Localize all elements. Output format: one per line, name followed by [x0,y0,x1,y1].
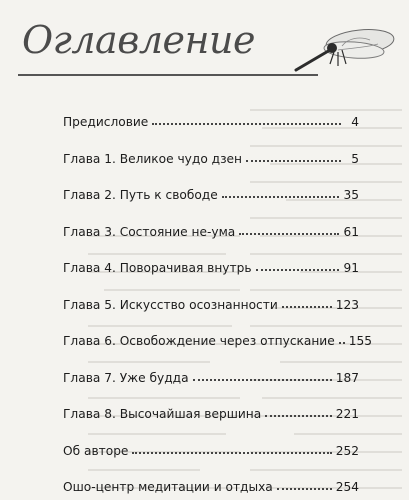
toc-entry-about-author[interactable] [63,445,359,482]
toc-entry-chapter-6[interactable] [63,334,372,372]
dot-leader [246,160,341,162]
toc-entry-page: 252 [335,443,359,458]
dot-leader [132,452,331,454]
toc-header [0,0,409,110]
toc-entry-title: Глава 8. Высочайшая вершина [63,407,262,421]
toc-entry-title: Глава 3. Состояние не-ума [63,224,236,239]
toc-entry-page: 35 [343,188,359,202]
title-underline [18,74,318,76]
toc-entry-page: 123 [335,297,359,312]
toc-entry-chapter-1[interactable] [63,153,359,190]
dragonfly-icon [290,20,402,90]
toc-entry-chapter-3[interactable] [63,226,359,263]
dot-leader [222,196,340,198]
dot-leader [256,269,340,271]
toc-entry-title: Предисловие [63,115,149,129]
dot-leader [239,233,339,235]
toc-entry-page: 187 [335,370,359,385]
toc-entry-page: 254 [335,480,359,494]
toc-entry-title: Глава 4. Поворачивая внутрь [63,261,252,275]
toc-entry-chapter-8[interactable] [63,408,359,445]
toc-entry-title: Ошо-центр медитации и отдыха [63,480,273,494]
toc-entry-chapter-4[interactable] [63,262,359,299]
dot-leader [282,306,332,308]
toc-entry-title: Глава 5. Искусство осознанности [63,297,278,312]
toc-entry-title: Глава 1. Великое чудо дзен [63,151,243,166]
toc-entry-page: 221 [335,407,359,421]
toc-entry-page: 91 [343,261,359,275]
page-title: Оглавление [22,18,256,62]
toc-entry-page: 4 [351,115,359,129]
dot-leader [277,488,332,490]
dot-leader [339,342,345,344]
toc-entry-title: Глава 2. Путь к свободе [63,188,218,202]
toc-entry-chapter-7[interactable] [63,372,359,409]
toc-entry-osho-center[interactable] [63,481,359,500]
toc-entry-title: Глава 7. Уже будда [63,370,189,385]
toc-entry-title: Об авторе [63,443,129,458]
toc-entry-chapter-2[interactable] [63,189,359,226]
dot-leader [152,123,341,125]
dot-leader [265,415,332,417]
table-of-contents [63,115,372,500]
dot-leader [193,379,332,381]
toc-entry-preface[interactable] [63,116,359,153]
toc-entry-page: 5 [351,151,359,166]
toc-entry-chapter-5[interactable] [63,299,359,336]
toc-entry-page: 61 [343,224,359,239]
toc-entry-page: 155 [348,334,372,348]
toc-entry-title: Глава 6. Освобождение через отпускание [63,334,335,348]
